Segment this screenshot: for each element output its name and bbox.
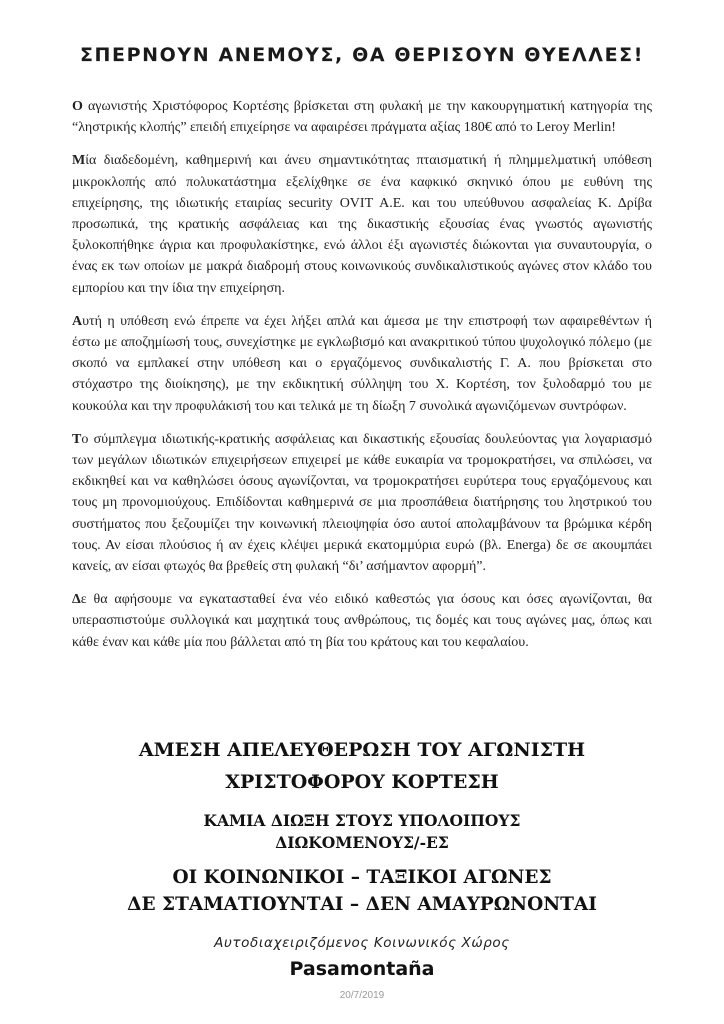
slogan-prosecution-line-1: ΚΑΜΙΑ ΔΙΩΞΗ ΣΤΟΥΣ ΥΠΟΛΟΙΠΟΥΣ [203,811,521,830]
paragraph-text: ε θα αφήσουμε να εγκατασταθεί ένα νέο ειδικό καθεστώς για όσους και όσες αγωνίζονται, θα υπερασπιστούμε συλλογικά και μαχητικά τους ανθρώπους, τις δομές και τους αγώνες μας, όπως και κάθε έναν και κάθε μία που βάλλεται από τη βία του κράτους και του κεφαλαίου. [72,592,652,650]
slogan-struggles-line-2: ΔΕ ΣΤΑΜΑΤΙΟΥΝΤΑΙ – ΔΕΝ ΑΜΑΥΡΩΝΟΝΤΑΙ [127,894,597,915]
paragraph-text: ία διαδεδομένη, καθημερινή και άνευ σημαντικότητας πταισματική ή πλημμελματική υπόθεση μικροκλοπής από πολυκατάστημα εξελίχθηκε σε ένα καφκικό σκηνικό όπου με ευθύνη της επιχείρησης, της ιδιωτικής εταιρίας security OVIT A.E. και του υπεύθυνου ασφαλείας Κ. Δρίβα προσωπικά, της κρατικής ασφάλειας και της δικαστικής εξουσίας ένας γνωστός αγωνιστής ξυλοκοπήθηκε άγρια και προφυλακίστηκε, ενώ άλλοι έξι αγωνιστές διώκονται για συναυτουργία, ο ένας εκ των οποίων με μακρά διαδρομή στους κοινωνικούς συνδικαλιστικούς αγώνες στον κλάδο του εμπορίου και την ίδια την επιχείρηση. [72,153,652,296]
paragraph-2 [72,150,652,298]
signature-group: Αυτοδιαχειριζόμενος Κοινωνικός Χώρος [214,935,510,951]
slogans-block [40,734,684,918]
article-body [72,96,652,665]
drop-initial: Τ [72,431,82,447]
paragraph-text: ο σύμπλεγμα ιδιωτικής-κρατικής ασφάλειας και δικαστικής εξουσίας δουλεύοντας για λογαριασμό των μεγάλων ιδιωτικών επιχειρήσεων επιχειρεί με κάθε ευκαιρία να τρομοκρατήσει, να σπιλώσει, να εκδικηθεί και να καθηλώσει όσους αγωνίζονται, να τρομοκρατήσει ευρύτερα τους εργαζόμενους και τους μη προνομιούχους. Επιδίδονται καθημερινά σε μια προσπάθεια διατήρησης του ληστρικού του συστήματος που ξεζουμίζει την κοινωνική πλειοψηφία όσο αυτοί απολαμβάνουν τα βρώμικα κέρδη τους. Αν είσαι πλούσιος ή αν έχεις κλέψει μερικά εκατομμύρια ευρώ (βλ. Energa) δε σε ακουμπάει κανείς, αν είσαι φτωχός θα βρεθείς στη φυλακή “δι’ ασήμαντον αφορμή”. [72,431,652,575]
slogan-prosecution-line-2: ΔΙΩΚΟΜΕΝΟΥΣ/-ΕΣ [275,833,449,852]
paragraph-1 [72,96,652,138]
drop-initial: Μ [72,153,86,169]
drop-initial: Ο [72,99,83,114]
publication-date: 20/7/2019 [339,990,385,1001]
page-title: ΣΠΕΡΝΟΥΝ ΑΝΕΜΟΥΣ, ΘΑ ΘΕΡΙΣΟΥΝ ΘΥΕΛΛΕΣ! [79,44,645,66]
slogan-struggles-line-1: ΟΙ ΚΟΙΝΩΝΙΚΟΙ – ΤΑΞΙΚΟΙ ΑΓΩΝΕΣ [172,867,552,888]
drop-initial: Α [72,313,83,329]
paragraph-5 [72,589,652,653]
slogan-release-line-2: ΧΡΙΣΤΟΦΟΡΟΥ ΚΟΡΤΕΣΗ [225,771,499,793]
drop-initial: Δ [72,592,81,608]
slogan-release-line-1: ΑΜΕΣΗ ΑΠΕΛΕΥΘΕΡΩΣΗ ΤΟΥ ΑΓΩΝΙΣΤΗ [138,739,586,761]
paragraph-text: υτή η υπόθεση ενώ έπρεπε να έχει λήξει απλά και άμεσα με την επιστροφή των αφαιρεθέντων ή έστω με αποζημίωσή τους, συνεχίστηκε με εγκλωβισμό και ανακριτικού τύπου ψυχολογικό πόλεμο (με σκοπό να εμπλακεί στην υπόθεση και ο εργαζόμενος συνδικαλιστής Γ. Α. που βρίσκεται στο στόχαστρο της διοίκησης), με την εκδικητική σύλληψη του Χ. Κορτέση, τον ξυλοδαρμό του με κουκούλα και την προφυλάκισή του και τελικά με τη δίωξη 7 συνολικά αγωνιζόμενων συντρόφων. [72,313,652,414]
paragraph-4 [72,429,652,577]
paragraph-3 [72,311,652,417]
paragraph-text: αγωνιστής Χριστόφορος Κορτέσης βρίσκεται στη φυλακή με την κακουργηματική κατηγορία της “ληστρικής κλοπής” επειδή επιχείρησε να αφαιρέσει πράγματα αξίας 180€ από το Leroy Merlin! [72,99,652,136]
signature-name: Pasamontaña [289,958,435,980]
